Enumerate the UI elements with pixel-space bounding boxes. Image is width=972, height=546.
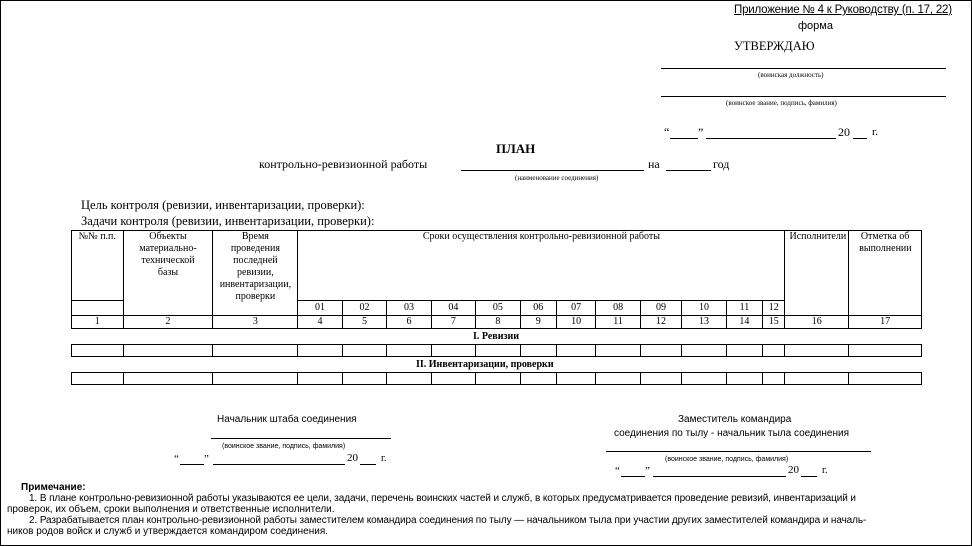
note-1b: проверок, их объем, сроки выполнения и ответственные исполнители. bbox=[7, 504, 335, 515]
month-11: 11 bbox=[726, 301, 762, 316]
left-date-open-quote: “ bbox=[174, 453, 179, 465]
unit-caption: (наименование соединения) bbox=[515, 174, 599, 182]
left-date-year: 20 bbox=[347, 452, 358, 464]
month-08: 08 bbox=[596, 301, 640, 316]
note-2b: ников родов войск и служб и утверждается командиром соединения. bbox=[7, 526, 329, 537]
header-mark: Отметка об выполнении bbox=[849, 231, 922, 316]
form-label: форма bbox=[798, 20, 833, 32]
tasks-label: Задачи контроля (ревизии, инвентаризации, проверки): bbox=[81, 214, 375, 228]
header-objects: Объекты материально-технической базы bbox=[123, 231, 213, 316]
right-signature-line bbox=[606, 451, 871, 452]
column-number: 3 bbox=[213, 316, 298, 329]
note-1a: 1. В плане контрольно-ревизионной работы указываются ее цели, задачи, перечень воинских частей и служб, в которых предусматривается проведение ревизий, инвентаризаций и bbox=[29, 493, 856, 504]
section-2-title: II. Инвентаризации, проверки bbox=[416, 359, 554, 370]
column-number: 15 bbox=[763, 316, 785, 329]
rank-line bbox=[661, 96, 946, 97]
column-number: 6 bbox=[387, 316, 431, 329]
header-number-sub bbox=[72, 301, 124, 316]
approval-date-open-quote: “ bbox=[664, 125, 670, 139]
column-number: 11 bbox=[596, 316, 640, 329]
month-01: 01 bbox=[298, 301, 342, 316]
column-number: 16 bbox=[785, 316, 849, 329]
month-04: 04 bbox=[431, 301, 475, 316]
left-date-suffix: г. bbox=[381, 453, 387, 464]
month-03: 03 bbox=[387, 301, 431, 316]
right-signature-caption: (воинское звание, подпись, фамилия) bbox=[665, 456, 789, 463]
approval-day-line bbox=[670, 138, 698, 139]
right-date-year: 20 bbox=[788, 464, 799, 476]
left-day-line bbox=[180, 464, 204, 465]
plan-subtitle-suffix: год bbox=[713, 157, 730, 171]
column-number: 12 bbox=[640, 316, 681, 329]
plan-year-line bbox=[666, 170, 711, 171]
left-month-line bbox=[213, 464, 345, 465]
section-1-title: I. Ревизии bbox=[473, 331, 520, 342]
month-02: 02 bbox=[342, 301, 386, 316]
rank-caption: (воинское звание, подпись, фамилия) bbox=[726, 99, 837, 107]
left-year-line bbox=[360, 464, 376, 465]
approval-year-line bbox=[853, 138, 867, 139]
position-line bbox=[661, 68, 946, 69]
approval-title: УТВЕРЖДАЮ bbox=[734, 39, 815, 53]
month-10: 10 bbox=[682, 301, 726, 316]
plan-subtitle-mid: на bbox=[648, 157, 660, 171]
header-periods: Сроки осуществления контрольно-ревизионной работы bbox=[298, 231, 785, 301]
section-2-row bbox=[71, 372, 922, 385]
right-year-line bbox=[801, 476, 817, 477]
column-number: 2 bbox=[123, 316, 213, 329]
plan-table bbox=[71, 230, 922, 329]
column-number: 1 bbox=[72, 316, 124, 329]
right-day-line bbox=[621, 476, 645, 477]
approval-date-close-quote: ” bbox=[698, 125, 704, 139]
column-number: 9 bbox=[520, 316, 556, 329]
left-date-close-quote: ” bbox=[204, 453, 209, 465]
left-signature-caption: (воинское звание, подпись, фамилия) bbox=[222, 443, 346, 450]
note-2a: 2. Разрабатывается план контрольно-ревизионной работы заместителем командира соединения по тылу — начальником тыла при участии других заместителей командира и началь- bbox=[29, 515, 867, 526]
plan-subtitle-prefix: контрольно-ревизионной работы bbox=[259, 157, 428, 171]
approval-date-year: 20 bbox=[838, 125, 850, 139]
position-caption: (воинская должность) bbox=[758, 71, 824, 79]
notes-title: Примечание: bbox=[21, 482, 86, 493]
column-number: 14 bbox=[726, 316, 762, 329]
column-number: 10 bbox=[556, 316, 595, 329]
right-date-close-quote: ” bbox=[645, 465, 650, 477]
notes-block bbox=[7, 482, 967, 537]
month-06: 06 bbox=[520, 301, 556, 316]
column-number: 8 bbox=[476, 316, 520, 329]
plan-title: ПЛАН bbox=[496, 141, 536, 156]
approval-month-line bbox=[706, 138, 836, 139]
column-number: 17 bbox=[849, 316, 922, 329]
header-executors: Исполнители bbox=[785, 231, 849, 316]
column-number: 4 bbox=[298, 316, 342, 329]
unit-name-line bbox=[461, 170, 644, 171]
header-prev-time: Время проведения последней ревизии, инвентаризации, проверки bbox=[213, 231, 298, 316]
right-signature-title-1: Заместитель командира bbox=[678, 414, 792, 425]
left-signature-line bbox=[211, 438, 391, 439]
month-07: 07 bbox=[556, 301, 595, 316]
right-date-suffix: г. bbox=[822, 465, 828, 476]
section-1-row bbox=[71, 344, 922, 357]
right-month-line bbox=[653, 476, 786, 477]
month-09: 09 bbox=[640, 301, 681, 316]
column-number: 13 bbox=[682, 316, 726, 329]
aim-label: Цель контроля (ревизии, инвентаризации, проверки): bbox=[81, 198, 365, 212]
month-12: 12 bbox=[763, 301, 785, 316]
right-signature-title-2: соединения по тылу - начальник тыла соединения bbox=[614, 428, 849, 439]
left-signature-title: Начальник штаба соединения bbox=[217, 414, 357, 425]
approval-date-suffix: г. bbox=[872, 126, 879, 138]
column-number: 7 bbox=[431, 316, 475, 329]
header-number: №№ п.п. bbox=[72, 231, 124, 301]
right-date-open-quote: “ bbox=[615, 465, 620, 477]
month-05: 05 bbox=[476, 301, 520, 316]
column-number: 5 bbox=[342, 316, 386, 329]
appendix-note: Приложение № 4 к Руководству (п. 17, 22) bbox=[734, 4, 952, 16]
